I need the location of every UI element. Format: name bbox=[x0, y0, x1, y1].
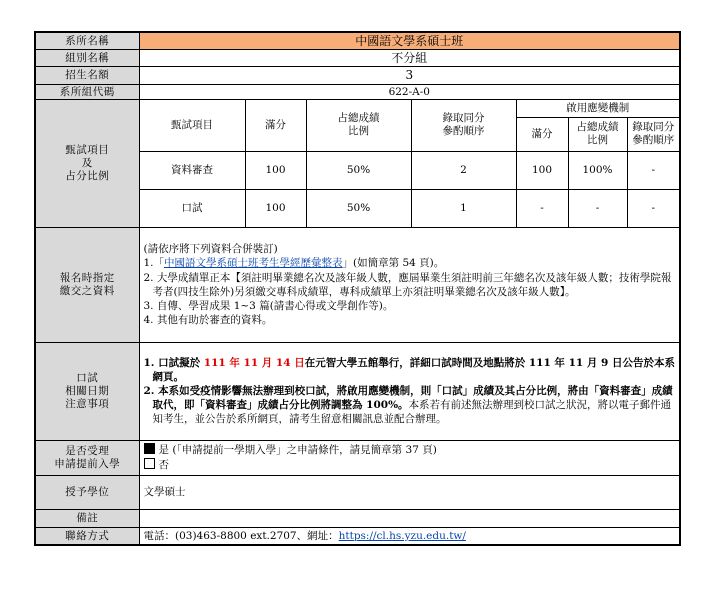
interview-label-line2: 相關日期 bbox=[65, 384, 110, 397]
interview-note-2-rest: 本系若有前述無法辦理到校口試之狀況，將以電子郵件通知考生，並公告於系所網頁，請考生留意相關訊息並配合辦理。 bbox=[152, 399, 672, 426]
header-c-order-line1: 錄取同分 bbox=[632, 121, 675, 134]
early-admission-label-line1: 是否受理 bbox=[65, 444, 110, 457]
interview-note-2-bold: 2. 本系如受疫情影響無法辦理到校口試，將啟用應變機制，則「口試」成績及其占分比例，將由「資料審查」成績取代，即「資料審查」成績占分比例將調整為 100%。 bbox=[143, 385, 673, 412]
degree-label: 授予學位 bbox=[35, 475, 139, 509]
no-checkbox bbox=[144, 458, 155, 469]
documents-content bbox=[139, 227, 680, 342]
header-contingency: 啟用應變機制 bbox=[516, 99, 680, 117]
yes-checkbox bbox=[144, 443, 155, 454]
interview-note-1 bbox=[144, 356, 676, 384]
item-full: 100 bbox=[245, 189, 306, 227]
documents-label-line2: 繳交之資料 bbox=[59, 284, 115, 297]
screening-label bbox=[35, 99, 139, 227]
early-admission-label-line2: 申請提前入學 bbox=[54, 457, 121, 470]
documents-item-2: 2. 大學成績單正本【須註明畢業總名次及該年級人數，應屆畢業生須註明前三年總名次及該年級人數；技術學院報考者(四技生除外)另須繳交專科成績單，專科成績單上亦須註明畢業總名次及該年級人數】。 bbox=[143, 271, 672, 298]
contact-value bbox=[139, 527, 680, 545]
interview-list bbox=[144, 356, 676, 427]
header-ratio-line1: 占總成績 bbox=[337, 112, 380, 125]
item-name: 資料審查 bbox=[139, 151, 245, 189]
header-order-line1: 錄取同分 bbox=[442, 112, 485, 125]
dept-name-row bbox=[35, 32, 680, 50]
header-c-order-line2: 參酌順序 bbox=[632, 134, 675, 147]
interview-label-line1: 口試 bbox=[76, 371, 99, 384]
header-ratio-line2: 比例 bbox=[348, 125, 369, 138]
interview-label bbox=[35, 342, 139, 440]
header-order-line2: 參酌順序 bbox=[442, 125, 485, 138]
item-name: 口試 bbox=[139, 189, 245, 227]
item-c-full: 100 bbox=[516, 151, 568, 189]
item-ratio: 50% bbox=[306, 151, 411, 189]
documents-item-3: 3. 自傳、學習成果 1~3 篇(請書心得或文學創作等)。 bbox=[143, 299, 394, 312]
no-label: 否 bbox=[158, 458, 169, 471]
yes-label: 是 (「申請提前一學期入學」之申請條件，請見簡章第 37 頁) bbox=[158, 444, 437, 457]
quota-row bbox=[35, 67, 680, 84]
dept-name-label: 系所名稱 bbox=[35, 32, 139, 50]
screening-label-line2: 及 bbox=[81, 156, 93, 169]
item-full: 100 bbox=[245, 151, 306, 189]
header-full: 滿分 bbox=[245, 99, 306, 151]
remarks-label: 備註 bbox=[35, 509, 139, 527]
documents-item-1 bbox=[144, 256, 676, 270]
early-admission-content bbox=[139, 440, 680, 475]
code-row bbox=[35, 84, 680, 99]
group-row bbox=[35, 50, 680, 67]
documents-row bbox=[35, 227, 680, 342]
item-c-order: - bbox=[627, 189, 680, 227]
header-c-ratio-line2: 比例 bbox=[587, 134, 608, 147]
header-c-ratio bbox=[568, 117, 627, 151]
website-link[interactable]: https://cl.hs.yzu.edu.tw/ bbox=[338, 529, 466, 542]
early-admission-no-option bbox=[144, 458, 676, 473]
documents-label bbox=[35, 227, 139, 342]
quota-value: 3 bbox=[139, 67, 680, 84]
quota-label: 招生名額 bbox=[35, 67, 139, 84]
screening-label-line1: 甄試項目 bbox=[65, 143, 110, 156]
item-c-full: - bbox=[516, 189, 568, 227]
interview-row bbox=[35, 342, 680, 440]
interview-note-2 bbox=[144, 384, 676, 427]
early-admission-row bbox=[35, 440, 680, 475]
remarks-row bbox=[35, 509, 680, 527]
header-c-ratio-line1: 占總成績 bbox=[576, 121, 619, 134]
interview-note-1-a: 1. 口試擬於 bbox=[143, 356, 204, 369]
documents-item-1-suffix: 」(如簡章第 54 頁)。 bbox=[342, 257, 445, 270]
group-value: 不分組 bbox=[139, 50, 680, 67]
item-order: 1 bbox=[411, 189, 516, 227]
code-label: 系所組代碼 bbox=[35, 84, 139, 99]
admission-info-table bbox=[34, 31, 681, 546]
experience-form-link[interactable]: 中國語文學系碩士班考生學經歷彙整表 bbox=[164, 257, 343, 270]
interview-content bbox=[139, 342, 680, 440]
documents-list bbox=[144, 256, 676, 327]
early-admission-label bbox=[35, 440, 139, 475]
header-order bbox=[411, 99, 516, 151]
documents-item-1-prefix: 1.「 bbox=[143, 257, 165, 270]
item-ratio: 50% bbox=[306, 189, 411, 227]
documents-item-4: 4. 其他有助於審查的資料。 bbox=[143, 314, 273, 327]
header-item: 甄試項目 bbox=[139, 99, 245, 151]
contact-text: 電話：(03)463-8800 ext.2707、網址： bbox=[143, 529, 339, 542]
screening-header-row bbox=[35, 99, 680, 117]
interview-note-1-b: 在元智大學五館舉行，詳細口試時間及地點將於 111 年 11 月 9 日公告於本系網頁。 bbox=[152, 356, 675, 383]
interview-label-line3: 注意事項 bbox=[65, 397, 110, 410]
contact-row bbox=[35, 527, 680, 545]
item-order: 2 bbox=[411, 151, 516, 189]
item-c-order: - bbox=[627, 151, 680, 189]
group-label: 組別名稱 bbox=[35, 50, 139, 67]
degree-row bbox=[35, 475, 680, 509]
documents-label-line1: 報名時指定 bbox=[59, 271, 115, 284]
item-c-ratio: - bbox=[568, 189, 627, 227]
code-value: 622-A-0 bbox=[139, 84, 680, 99]
interview-date: 111 年 11 月 14 日 bbox=[203, 356, 305, 369]
header-c-order bbox=[627, 117, 680, 151]
header-ratio bbox=[306, 99, 411, 151]
remarks-value bbox=[139, 509, 680, 527]
screening-label-line3: 占分比例 bbox=[65, 169, 110, 182]
contact-label: 聯絡方式 bbox=[35, 527, 139, 545]
item-c-ratio: 100% bbox=[568, 151, 627, 189]
header-c-full: 滿分 bbox=[516, 117, 568, 151]
early-admission-yes-option bbox=[144, 443, 676, 458]
documents-intro: (請依序將下列資料合併裝訂) bbox=[143, 243, 278, 256]
degree-value: 文學碩士 bbox=[139, 475, 680, 509]
dept-name-value: 中國語文學系碩士班 bbox=[139, 32, 680, 50]
